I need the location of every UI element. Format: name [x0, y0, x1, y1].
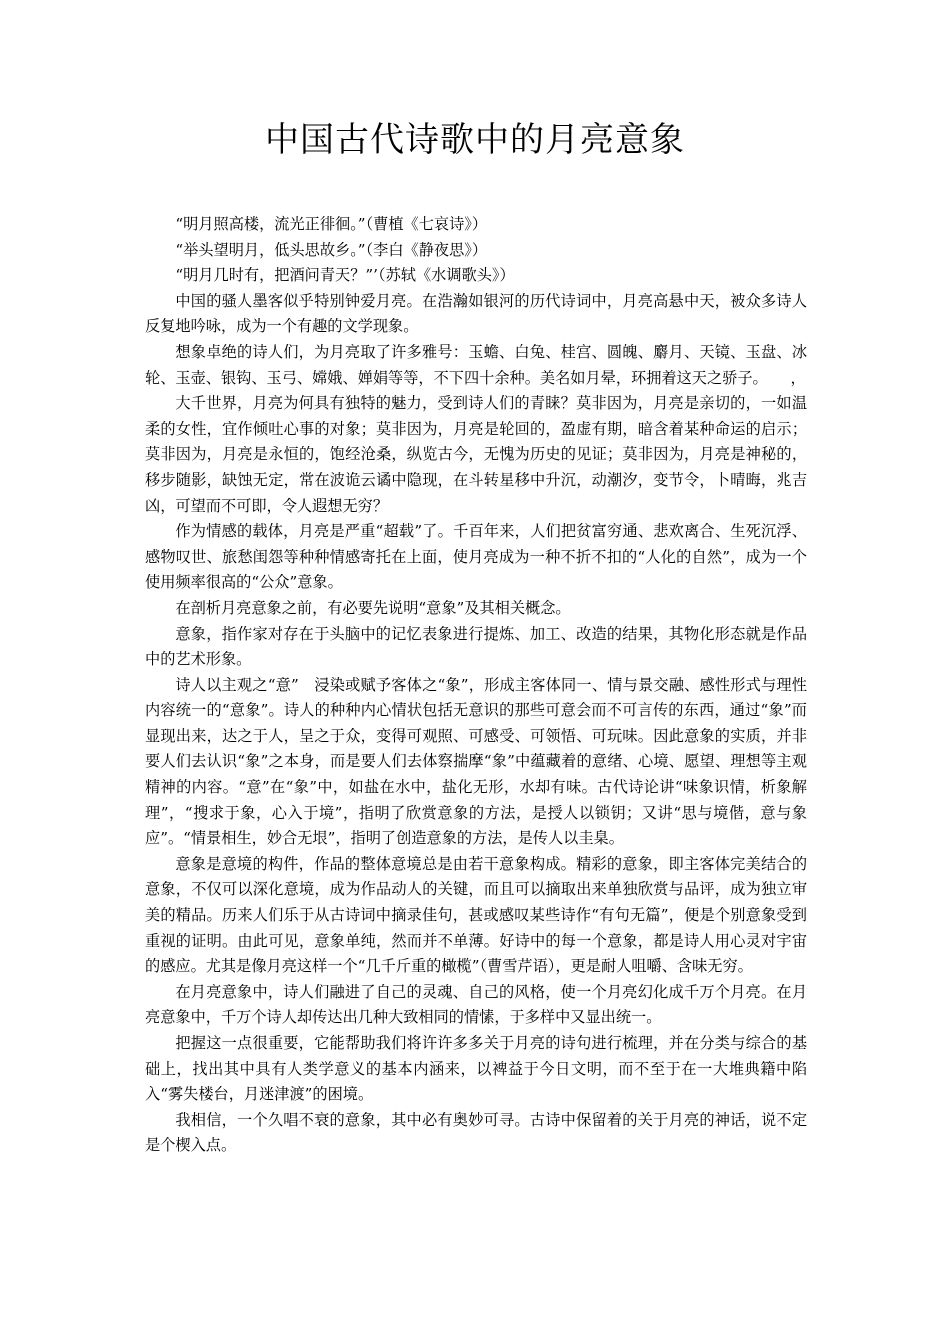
body-paragraph: 作为情感的载体，月亮是严重“超载”了。千百年来，人们把贫富穷通、悲欢离合、生死沉浮、感物叹世、旅愁闺怨等种种情感寄托在上面，使月亮成为一种不折不扣的“人化的自然”，成为一个使用频率很高的“公众”意象。	[145, 522, 807, 592]
body-paragraph: 想象卓绝的诗人们，为月亮取了许多雅号：玉蟾、白兔、桂宫、圆魄、麝月、天镜、玉盘、冰轮、玉壶、银钩、玉弓、嫦娥、婵娟等等，不下四十余种。美名如月晕，环拥着这天之骄子。 ，	[145, 342, 807, 387]
body-paragraph: 在月亮意象中，诗人们融进了自己的灵魂、自己的风格，使一个月亮幻化成千万个月亮。在月亮意象中，千万个诗人却传达出几种大致相同的情愫，于多样中又显出统一。	[145, 982, 807, 1027]
body-paragraph: 大千世界，月亮为何具有独特的魅力，受到诗人们的青睐？莫非因为，月亮是亲切的，一如温柔的女性，宜作倾吐心事的对象；莫非因为，月亮是轮回的，盈虚有期，暗含着某种命运的启示；莫非因为，月亮是永恒的，饱经沧桑，纵览古今，无愧为历史的见证；莫非因为，月亮是神秘的，移步随影，缺蚀无定，常在波诡云谲中隐现，在斗转星移中升沉，动潮汐，变节令，卜晴晦，兆吉凶，可望而不可即，令人遐想无穷？	[145, 394, 807, 515]
body-paragraph: 意象，指作家对存在于头脑中的记忆表象进行提炼、加工、改造的结果，其物化形态就是作品中的艺术形象。	[145, 624, 807, 669]
document-title: 中国古代诗歌中的月亮意象	[265, 120, 685, 160]
body-paragraph: 把握这一点很重要，它能帮助我们将许许多多关于月亮的诗句进行梳理，并在分类与综合的基础上，找出其中具有人类学意义的基本内涵来，以裨益于今日文明，而不至于在一大堆典籍中陷入“雾失楼台，月迷津渡”的困境。	[145, 1034, 807, 1104]
quote-line: “明月照高楼，流光正徘徊。”（曹植《七哀诗》）	[175, 215, 488, 233]
quote-line: “明月几时有，把酒问青天？”’（苏轼《水调歌头》）	[175, 266, 515, 285]
quote-line: “举头望明月，低头思故乡。”（李白《静夜思》）	[175, 240, 488, 259]
document-body	[145, 212, 807, 1159]
body-paragraph: 意象是意境的构件，作品的整体意境总是由若干意象构成。精彩的意象，即主客体完美结合的意象，不仅可以深化意境，成为作品动人的关键，而且可以摘取出来单独欣赏与品评，成为独立审美的精品。历来人们乐于从古诗词中摘录佳句，甚或感叹某些诗作“有句无篇”，便是个别意象受到重视的证明。由此可见，意象单纯，然而并不单薄。好诗中的每一个意象，都是诗人用心灵对宇宙的感应。尤其是像月亮这样一个“几千斤重的橄榄”（曹雪芹语），更是耐人咀嚼、含味无穷。	[145, 854, 807, 976]
body-paragraph: 在剖析月亮意象之前，有必要先说明“意象”及其相关概念。	[175, 598, 571, 617]
body-paragraph: 我相信，一个久唱不衰的意象，其中必有奥妙可寻。古诗中保留着的关于月亮的神话，说不定是个楔入点。	[145, 1110, 807, 1155]
body-paragraph: 中国的骚人墨客似乎特别钟爱月亮。在浩瀚如银河的历代诗词中，月亮高悬中天，被众多诗人反复地吟咏，成为一个有趣的文学现象。	[145, 291, 807, 336]
body-paragraph: 诗人以主观之“意” 浸染或赋予客体之“象”，形成主客体同一、情与景交融、感性形式与理性内容统一的“意象”。诗人的种种内心情状包括无意识的那些可意会而不可言传的东西，通过“象”而显现出来，达之于人，呈之于众，变得可观照、可感受、可领悟、可玩味。因此意象的实质，并非要人们去认识“象”之本身，而是要人们去体察揣摩“象”中蕴藏着的意绪、心境、愿望、理想等主观精神的内容。“意”在“象”中，如盐在水中，盐化无形，水却有味。古代诗论讲“味象识情，析象解理”，“搜求于象，心入于境”，指明了欣赏意象的方法，是授人以锁钥；又讲“思与境偕，意与象应”。“情景相生，妙合无垠”，指明了创造意象的方法，是传人以圭臬。	[145, 675, 807, 848]
